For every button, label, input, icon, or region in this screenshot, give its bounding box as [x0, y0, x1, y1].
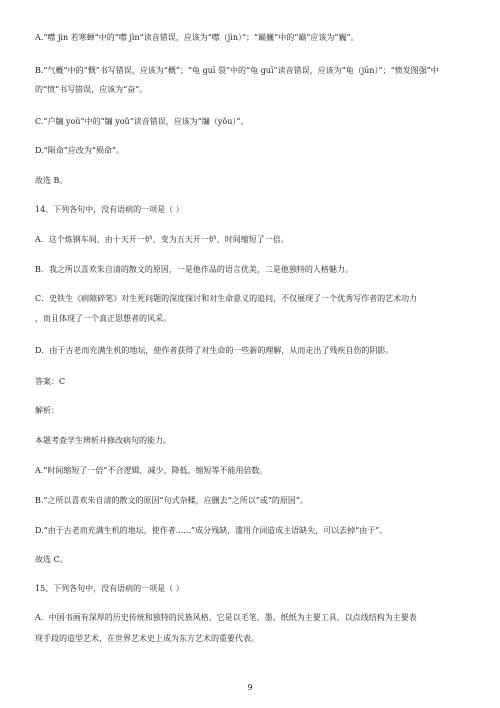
text-line: 故选 C。: [35, 555, 68, 564]
text-line: 故选 B。: [35, 176, 68, 185]
page-number: 9: [247, 683, 253, 692]
option-a: A．中国书画有深厚的历史传统和独特的民族风格，它是以毛笔、墨、纸纸为主要工具，以点线结构为主要表: [35, 613, 417, 622]
analysis-label: 解析：: [35, 406, 59, 415]
text-line: D.“陨命”应改为“殒命”。: [35, 146, 125, 155]
analysis-text: B.“之所以喜欢朱自清的散文的原因”句式杂糅，应删去“之所以”或“的原因”。: [35, 496, 308, 505]
question-heading: 15、下列各句中，没有语病的一项是（ ）: [35, 584, 184, 593]
analysis-text: D.“由于古老而充满生机的地坛，使作者......”成分残缺，滥用介词造成主语缺失，可以去掉“由于”。: [35, 526, 388, 535]
text-line: C.“户牖 yoǔ”中的“牖 yoǔ”读音错误，应该为“牖（yǒu）”。: [35, 117, 249, 126]
text-line: B.“气概”中的“慨”书写错误，应该为“概”；“龟 guī 裂”中的“龟 guī”读音错误，应该为“龟（jūn）”；“愤发图强”中: [35, 66, 439, 75]
option-c-cont: ，而且体现了一个真正思想者的风采。: [35, 314, 171, 323]
text-line: A.“噤 jìn 若寒蝉”中的“噤 jìn”读音错误，应该为“噤（jìn）”；“巅巍”中的“巅”应该为“巍”。: [35, 33, 359, 42]
question-heading: 14、下列各句中，没有语病的一项是（ ）: [35, 205, 184, 214]
option-a-cont: 现手段的造型艺术，在世界艺术史上成为东方艺术的重要代表。: [35, 634, 259, 643]
text-line: 的“愤”书写错误，应该为“奋”。: [35, 85, 148, 94]
analysis-text: A.“时间缩短了一倍”不合逻辑，减少、降低、缩短等不能用倍数。: [35, 466, 268, 475]
option-a: A．这个炼钢车间，由十天开一炉，变为五天开一炉，时间缩短了一倍。: [35, 235, 289, 244]
option-c: C．史铁生《病隙碎笔》对生死问题的深度探讨和对生命意义的追问，不仅展现了一个优秀写作者的艺术功力: [35, 294, 418, 303]
option-d: D．由于古老而充满生机的地坛，使作者获得了对生命的一些新的理解，从而走出了残疾自伤的阴影。: [35, 346, 394, 355]
analysis-text: 本题考查学生辨析并修改病句的能力。: [35, 436, 171, 445]
option-b: B．我之所以喜欢朱自清的散文的原因，一是他作品的语言优美，二是他独特的人格魅力。: [35, 265, 353, 274]
answer: 答案：C: [35, 377, 66, 386]
